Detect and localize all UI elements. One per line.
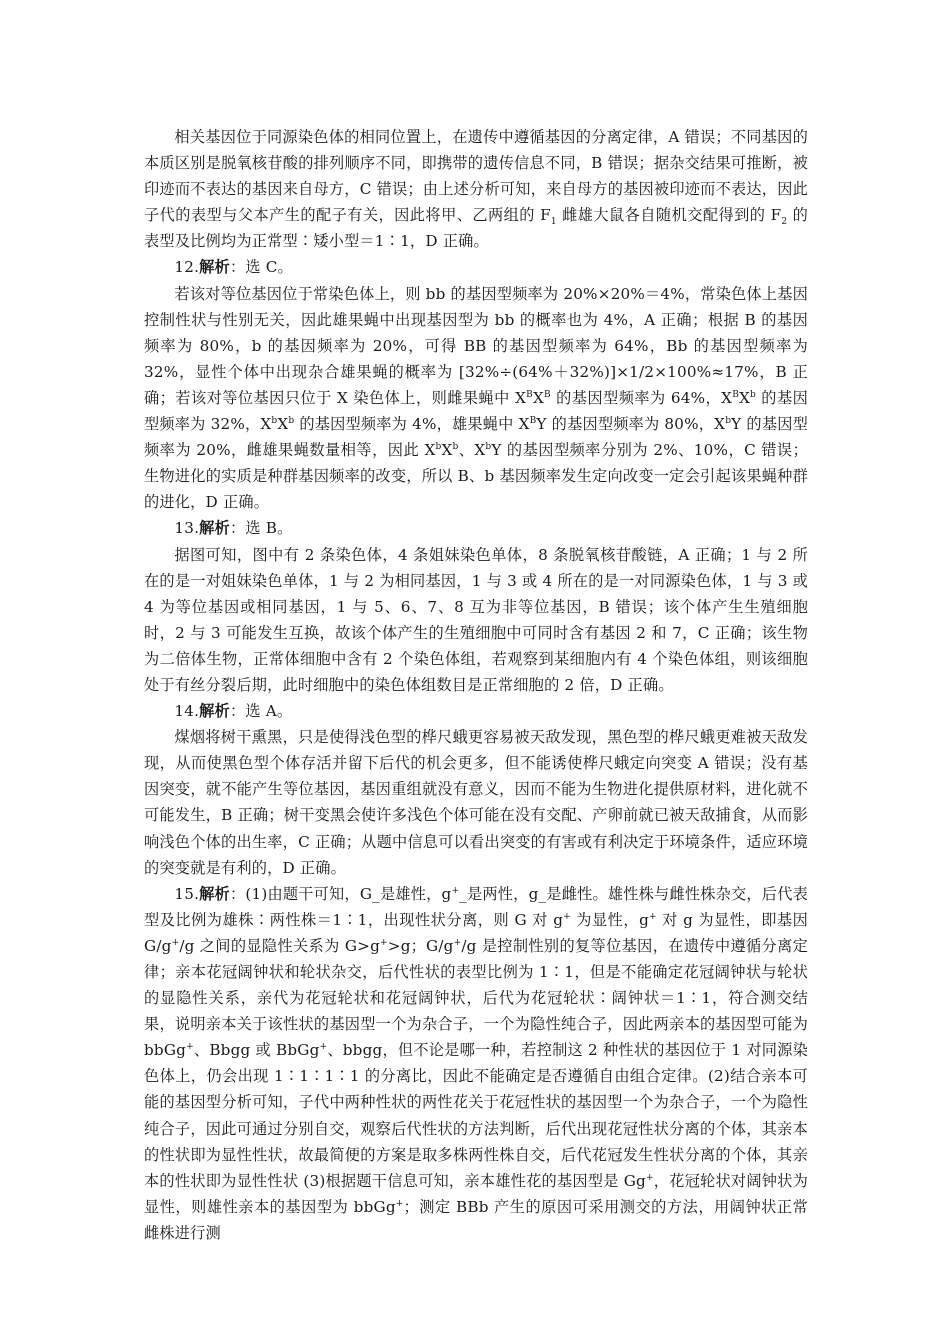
analysis-label: 解析 <box>199 702 230 721</box>
answer-choice: ：选 C。 <box>229 258 293 277</box>
answer-14-explanation: 煤烟将树干熏黑，只是使得浅色型的桦尺蛾更容易被天敌发现，黑色型的桦尺蛾更难被天敌发现，从而使黑色型个体存活并留下后代的机会更多，但不能诱使桦尺蛾定向突变 A 错误；没有基因突变，就不能产生等位基因，基因重组就没有意义，因而不能为生物进化提供原材料，进化就不可能发生，B 正确；树干变黑会使许多浅色个体可能在没有交配、产卵前就已被天敌捕食，从而影响浅色个体的出生率，C 正确；从题中信息可以看出突变的有害或有利决定于环境条件，适应环境的突变就是有利的，D 正确。 <box>144 728 808 877</box>
question-number: 13. <box>174 519 200 538</box>
answer-choice: ：选 B。 <box>229 519 293 538</box>
question-number: 15. <box>174 884 200 903</box>
answer-choice: ：选 A。 <box>229 702 293 721</box>
analysis-label: 解析 <box>199 884 230 903</box>
answer-12-explanation: 若该对等位基因位于常染色体上，则 bb 的基因型频率为 20%×20%＝4%，常染色体上基因控制性状与性别无关，因此雄果蝇中出现基因型为 bb 的概率也为 4%，A 正确；根据 B 的基因频率为 80%，b 的基因频率为 20%，可得 BB 的基因型频率为 64%，Bb 的基因型频率为 32%，显性个体中出现杂合雄果蝇的概率为 [32%÷(64%＋32%)]×1/2×100%≈17%，B 正确；若该对等位基因只位于 X 染色体上，则雌果蝇中 $X^BX^B$ 的基因型频率为 64%，$X^BX^b$ 的基因型频率为 32%，$X^bX^b$ 的基因型频率为 4%，雄果蝇中 $X^BY$ 的基因型频率为 80%，$X^bY$ 的基因型频率为 20%，雌雄果蝇数量相等，因此 $X^bX^b$、$X^bY$ 的基因型频率分别为 2%、10%，C 错误；生物进化的实质是种群基因频率的改变，所以 B、b 基因频率发生定向改变一定会引起该果蝇种群的进化，D 正确。 <box>144 284 808 512</box>
answer-13-explanation: 据图可知，图中有 2 条染色体，4 条姐妹染色单体，8 条脱氧核苷酸链，A 正确；1 与 2 所在的是一对姐妹染色单体，1 与 2 为相同基因，1 与 3 或 4 所在的是一对同源染色体，1 与 3 或 4 为等位基因或相同基因，1 与 5、6、7、8 互为非等位基因，B 错误；该个体产生生殖细胞时，2 与 3 可能发生互换，故该个体产生的生殖细胞中可同时含有基因 2 和 7，C 正确；该生物为二倍体生物，正常体细胞中含有 2 个染色体组，若观察到某细胞内有 4 个染色体组，则该细胞处于有丝分裂后期，此时细胞中的染色体组数目是正常细胞的 2 倍，D 正确。 <box>144 545 808 694</box>
answer-15-explanation <box>144 881 808 1246</box>
question-number: 14. <box>174 702 200 721</box>
analysis-label: 解析 <box>199 519 230 538</box>
question-number: 12. <box>174 258 200 277</box>
answer-12-heading <box>144 254 808 280</box>
answer-11-explanation: 相关基因位于同源染色体的相同位置上，在遗传中遵循基因的分离定律，A 错误；不同基因的本质区别是脱氧核苷酸的排列顺序不同，即携带的遗传信息不同，B 错误；据杂交结果可推断，被印迹而不表达的基因来自母方，C 错误；由上述分析可知，来自母方的基因被印迹而不表达，因此子代的表型与父本产生的配子有关，因此将甲、乙两组的 $F_1$ 雌雄大鼠各自随机交配得到的 $F_2$ 的表型及比例均为正常型∶矮小型＝1∶1，D 正确。 <box>144 128 809 251</box>
analysis-label: 解析 <box>199 258 230 277</box>
answer-14-heading <box>144 698 808 724</box>
answer-15-body: ：(1)由题干可知，G_是雄性，g+_是两性，g_是雌性。雄性株与雌性株杂交，后代表型及比例为雄株∶两性株＝1∶1，出现性状分离，则 G 对 g+ 为显性，g+ 对 g 为显性，即基因 G/g+/g 之间的显隐性关系为 G>g+>g；G/g+/g 是控制性别的复等位基因，在遗传中遵循分离定律；亲本花冠阔钟状和轮状杂交，后代性状的表型比例为 1∶1，但是不能确定花冠阔钟状与轮状的显隐性关系，亲代为花冠轮状和花冠阔钟状，后代为花冠轮状∶阔钟状＝1∶1，符合测交结果，说明亲本关于该性状的基因型一个为杂合子，一个为隐性纯合子，因此两亲本的基因型可能为 bbGg+、Bbgg 或 BbGg+、bbgg，但不论是哪一种，若控制这 2 种性状的基因位于 1 对同源染色体上，仍会出现 1∶1∶1∶1 的分离比，因此不能确定是否遵循自由组合定律。(2)结合亲本可能的基因型分析可知，子代中两种性状的两性花关于花冠性状的基因型一个为杂合子，一个为隐性纯合子，因此可通过分别自交，观察后代性状的方法判断，后代出现花冠性状分离的个体，其亲本的性状即为显性性状，故最简便的方案是取多株两性株自交，后代花冠发生性状分离的个体，其亲本的性状即为显性性状 (3)根据题干信息可知，亲本雄性花的基因型是 Gg+，花冠轮状对阔钟状为显性，则雄性亲本的基因型为 bbGg+；测定 BBb 产生的原因可采用测交的方法，用阔钟状正常雌株进行测 <box>144 884 809 1242</box>
document-page <box>144 124 808 1246</box>
answer-13-heading <box>144 515 808 541</box>
